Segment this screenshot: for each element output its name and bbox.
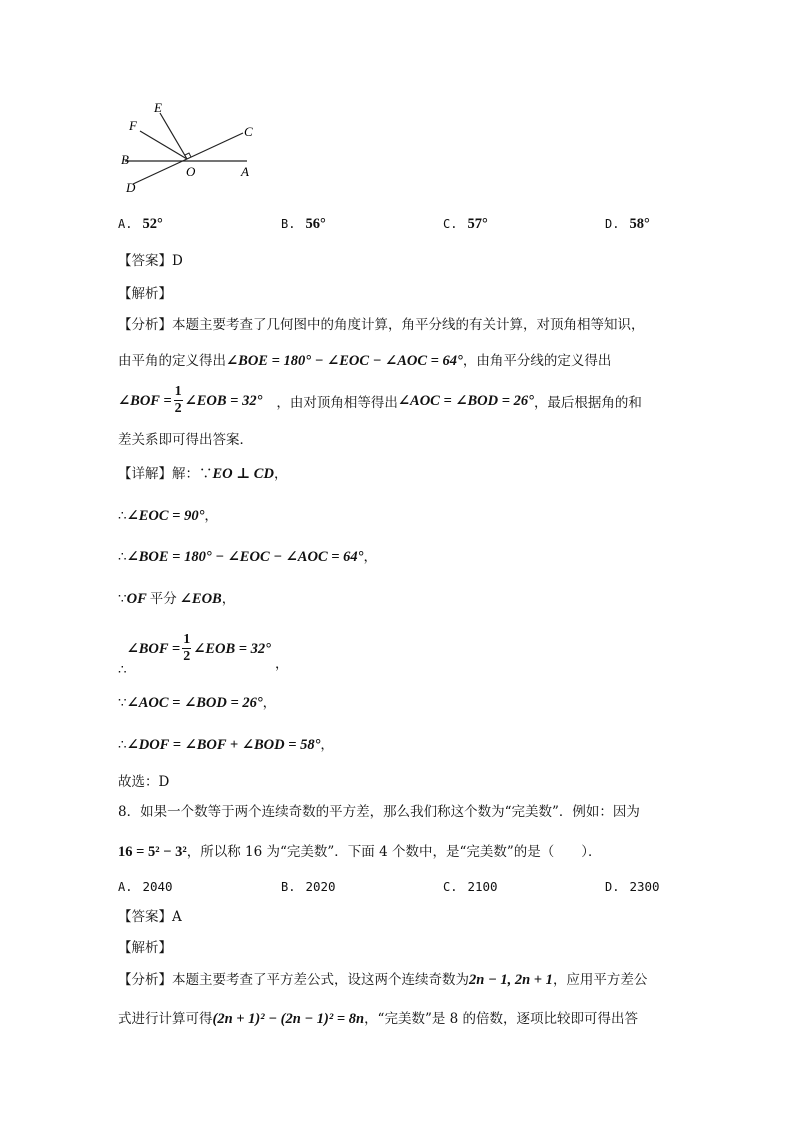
math-aoc: ∠AOC = ∠BOD = 26° — [397, 392, 534, 409]
because-symbol: ∵ — [118, 591, 127, 607]
ray-oe — [160, 113, 187, 159]
step-text: 平分 — [149, 591, 177, 607]
label-b: B — [121, 152, 129, 167]
q7-option-d[interactable] — [605, 213, 650, 233]
math-bof-right: ∠EOB = 32° — [193, 640, 271, 657]
q7-option-b[interactable] — [281, 213, 326, 233]
q7-option-c[interactable] — [443, 213, 488, 233]
fenxi-label: 【分析】 — [118, 972, 172, 988]
q7-step2: ∴∠EOC = 90°， — [118, 508, 218, 524]
therefore-symbol: ∴ — [118, 737, 127, 753]
math-diff: (2n + 1)² − (2n − 1)² = 8n — [212, 1011, 365, 1027]
fenxi-text: ，由角平分线的定义得出 — [462, 353, 612, 369]
q8-stem-line1: 8．如果一个数等于两个连续奇数的平方差，那么我们称这个数为“完美数”．例如：因为 — [118, 804, 640, 820]
math-step7: ∠DOF = ∠BOF + ∠BOD = 58° — [126, 737, 321, 753]
answer-label: 【答案】 — [118, 253, 172, 269]
q8-stem-line2 — [118, 840, 602, 861]
q7-step7: ∴∠DOF = ∠BOF + ∠BOD = 58°， — [118, 737, 334, 753]
answer-value: D — [172, 253, 183, 269]
q7-analysis-label: 【解析】 — [118, 286, 172, 302]
q7-step4: ∵OF 平分 ∠EOB， — [118, 591, 236, 607]
label-e: E — [154, 100, 162, 115]
q8-answer — [118, 905, 182, 925]
q7-choice: 故选：D — [118, 774, 170, 790]
option-value: 2040 — [142, 879, 173, 894]
fenxi-text: 本题主要考查了平方差公式，设这两个连续奇数为 — [172, 972, 469, 988]
math-bof-left: ∠BOF = — [126, 640, 181, 657]
option-value: 2100 — [467, 879, 498, 894]
q8-fenxi-line1 — [118, 968, 647, 989]
math-of: OF — [126, 591, 147, 607]
fenxi-text: 式进行计算可得 — [118, 1011, 213, 1027]
q8-option-d[interactable] — [605, 876, 660, 895]
option-letter: A. — [118, 217, 133, 231]
q7-step3: ∴∠BOE = 180° − ∠EOC − ∠AOC = 64°， — [118, 549, 377, 565]
detail-intro: 解： — [172, 466, 199, 482]
option-letter: A. — [118, 880, 133, 894]
because-symbol: ∵ — [118, 695, 127, 711]
fenxi-text: ，最后根据角的和 — [533, 394, 642, 411]
because-symbol: ∵ — [199, 466, 213, 482]
q7-step6: ∵∠AOC = ∠BOD = 26°， — [118, 695, 277, 711]
option-value: 52° — [142, 216, 163, 232]
math-step2: ∠EOC = 90° — [126, 508, 205, 524]
math-bof-left: ∠BOF = — [118, 392, 172, 409]
q8-fenxi-line2 — [118, 1007, 638, 1028]
option-value: 57° — [467, 216, 488, 232]
q8-option-a[interactable] — [118, 876, 173, 895]
q7-fenxi-line1 — [118, 313, 645, 333]
math-bof-right: ∠EOB = 32° — [184, 392, 263, 409]
math-odd: 2n − 1, 2n + 1 — [469, 972, 553, 988]
option-value: 2300 — [629, 879, 660, 894]
fraction-half: $\frac{1}{2}$ — [183, 632, 191, 664]
option-value: 56° — [305, 216, 326, 232]
option-value: 2020 — [305, 879, 336, 894]
label-f: F — [129, 118, 137, 133]
math-eob: ∠EOB — [179, 591, 222, 607]
detail-label: 【详解】 — [118, 466, 172, 482]
stem-text: ，所以称 16 为“完美数”．下面 4 个数中，是“完美数”的是（ ）． — [186, 844, 602, 860]
option-letter: C. — [443, 880, 458, 894]
label-a: A — [241, 164, 249, 179]
therefore-symbol: ∴ — [118, 549, 127, 565]
q7-fenxi-line3 — [118, 385, 642, 416]
fenxi-text: ，“完美数”是 8 的倍数，逐项比较即可得出答 — [364, 1011, 639, 1027]
q7-detail-line1: 【详解】解：∵EO ⊥ CD， — [118, 466, 288, 482]
option-letter: B. — [281, 880, 296, 894]
math-step3: ∠BOE = 180° − ∠EOC − ∠AOC = 64° — [126, 549, 364, 565]
q8-analysis-label: 【解析】 — [118, 940, 172, 956]
fenxi-text: ，应用平方差公 — [552, 972, 648, 988]
fenxi-text: 由平角的定义得出 — [118, 353, 226, 369]
answer-label: 【答案】 — [118, 909, 172, 925]
math-boe: ∠BOE = 180° − ∠EOC − ∠AOC = 64° — [226, 353, 463, 369]
therefore-symbol: ∴ — [118, 662, 127, 678]
q7-fenxi-line4: 差关系即可得出答案． — [118, 432, 253, 448]
option-letter: C. — [443, 217, 458, 231]
q8-option-c[interactable] — [443, 876, 498, 895]
q7-fenxi-line2 — [118, 349, 611, 370]
label-c: C — [244, 124, 253, 139]
angle-diagram — [115, 96, 285, 196]
option-letter: B. — [281, 217, 296, 231]
fraction-half: $\frac{1}{2}$ — [174, 384, 182, 416]
q7-step5: ∴ ∠BOF = $\frac{1}{2}$ ∠EOB = 32° ， — [118, 632, 289, 678]
answer-value: A — [172, 909, 182, 925]
math-step1: EO ⊥ CD — [212, 466, 274, 482]
label-o: O — [186, 164, 196, 179]
math-16: 16 = 5² − 3² — [118, 844, 187, 860]
option-letter: D. — [605, 217, 620, 231]
fenxi-label: 【分析】 — [118, 317, 172, 333]
label-d: D — [126, 180, 136, 195]
option-value: 58° — [629, 216, 650, 232]
q7-answer — [118, 249, 183, 269]
fenxi-text: 本题主要考查了几何图中的角度计算，角平分线的有关计算，对顶角相等知识， — [172, 317, 645, 333]
math-step6: ∠AOC = ∠BOD = 26° — [126, 695, 263, 711]
fenxi-text: ，由对顶角相等得出 — [276, 394, 398, 411]
option-letter: D. — [605, 880, 620, 894]
q7-option-a[interactable] — [118, 213, 163, 233]
q8-option-b[interactable] — [281, 876, 336, 895]
therefore-symbol: ∴ — [118, 508, 127, 524]
ray-of — [140, 131, 187, 159]
